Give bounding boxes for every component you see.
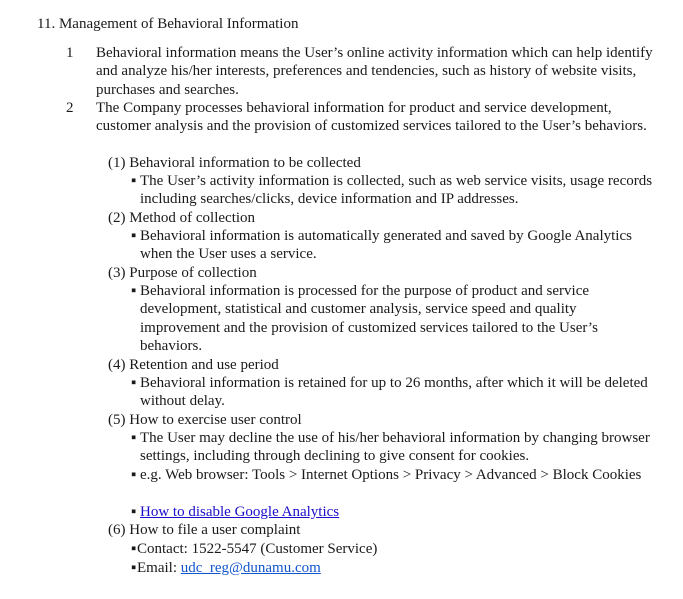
email-label: Email: (137, 560, 181, 576)
item-number: 1 (66, 45, 74, 61)
bullet-icon: ▪ (131, 283, 137, 299)
bullet-icon: ▪ (131, 430, 137, 446)
bullet-icon: ▪ (131, 467, 137, 483)
bullet-icon: ▪ (131, 228, 137, 244)
bullet-icon: ▪ (131, 541, 137, 557)
item-text: The Company processes behavioral information for product and service development, customer analysis and the provision of customized services tailored to the User’s behaviors. (96, 100, 647, 135)
numbered-item-2 (66, 99, 656, 136)
item-text: Behavioral information means the User’s online activity information which can help identify and analyze his/her interests, preferences and tendencies, such as history of website visits, purchases and searches. (96, 45, 653, 98)
contact-text: Contact: 1522-5547 (Customer Service) (137, 541, 378, 557)
subsection-label-1: (1) Behavioral information to be collected (108, 155, 361, 171)
bullet-icon: ▪ (131, 375, 137, 391)
subsection-label-2: (2) Method of collection (108, 210, 256, 226)
email-link[interactable]: udc_reg@dunamu.com (180, 560, 321, 576)
bullet-item: ▪ Behavioral information is automatically generated and saved by Google Analytics when the User uses a service. (131, 228, 632, 263)
subsection-label-4: (4) Retention and use period (108, 357, 279, 373)
bullet-item: ▪ The User may decline the use of his/her behavioral information by changing browser settings, including through declining to give consent for cookies. (131, 430, 650, 465)
numbered-item-1 (66, 44, 656, 99)
bullet-item: ▪ Behavioral information is processed for the purpose of product and service development, statistical and customer analysis, service speed and quality improvement and the provision of customized services tailored to the User’s behaviors. (131, 283, 598, 354)
bullet-icon: ▪ (131, 560, 137, 576)
contact-item (131, 540, 657, 558)
bullet-icon: ▪ (131, 504, 137, 520)
section-heading: 11. Management of Behavioral Information (37, 16, 299, 32)
subsection-label-5: (5) How to exercise user control (108, 412, 302, 428)
item-number: 2 (66, 100, 74, 116)
bullet-item: ▪ e.g. Web browser: Tools > Internet Options > Privacy > Advanced > Block Cookies (131, 467, 642, 483)
email-item (131, 559, 657, 577)
disable-google-analytics-link[interactable]: How to disable Google Analytics (140, 504, 340, 520)
subsection-label-3: (3) Purpose of collection (108, 265, 257, 281)
subsection-label-6: (6) How to file a user complaint (108, 522, 301, 538)
bullet-item (131, 503, 660, 521)
bullet-icon: ▪ (131, 173, 137, 189)
bullet-item: ▪ Behavioral information is retained for up to 26 months, after which it will be deleted without delay. (131, 375, 648, 410)
bullet-item: ▪ The User’s activity information is collected, such as web service visits, usage records including searches/clicks, device information and IP addresses. (131, 173, 653, 208)
